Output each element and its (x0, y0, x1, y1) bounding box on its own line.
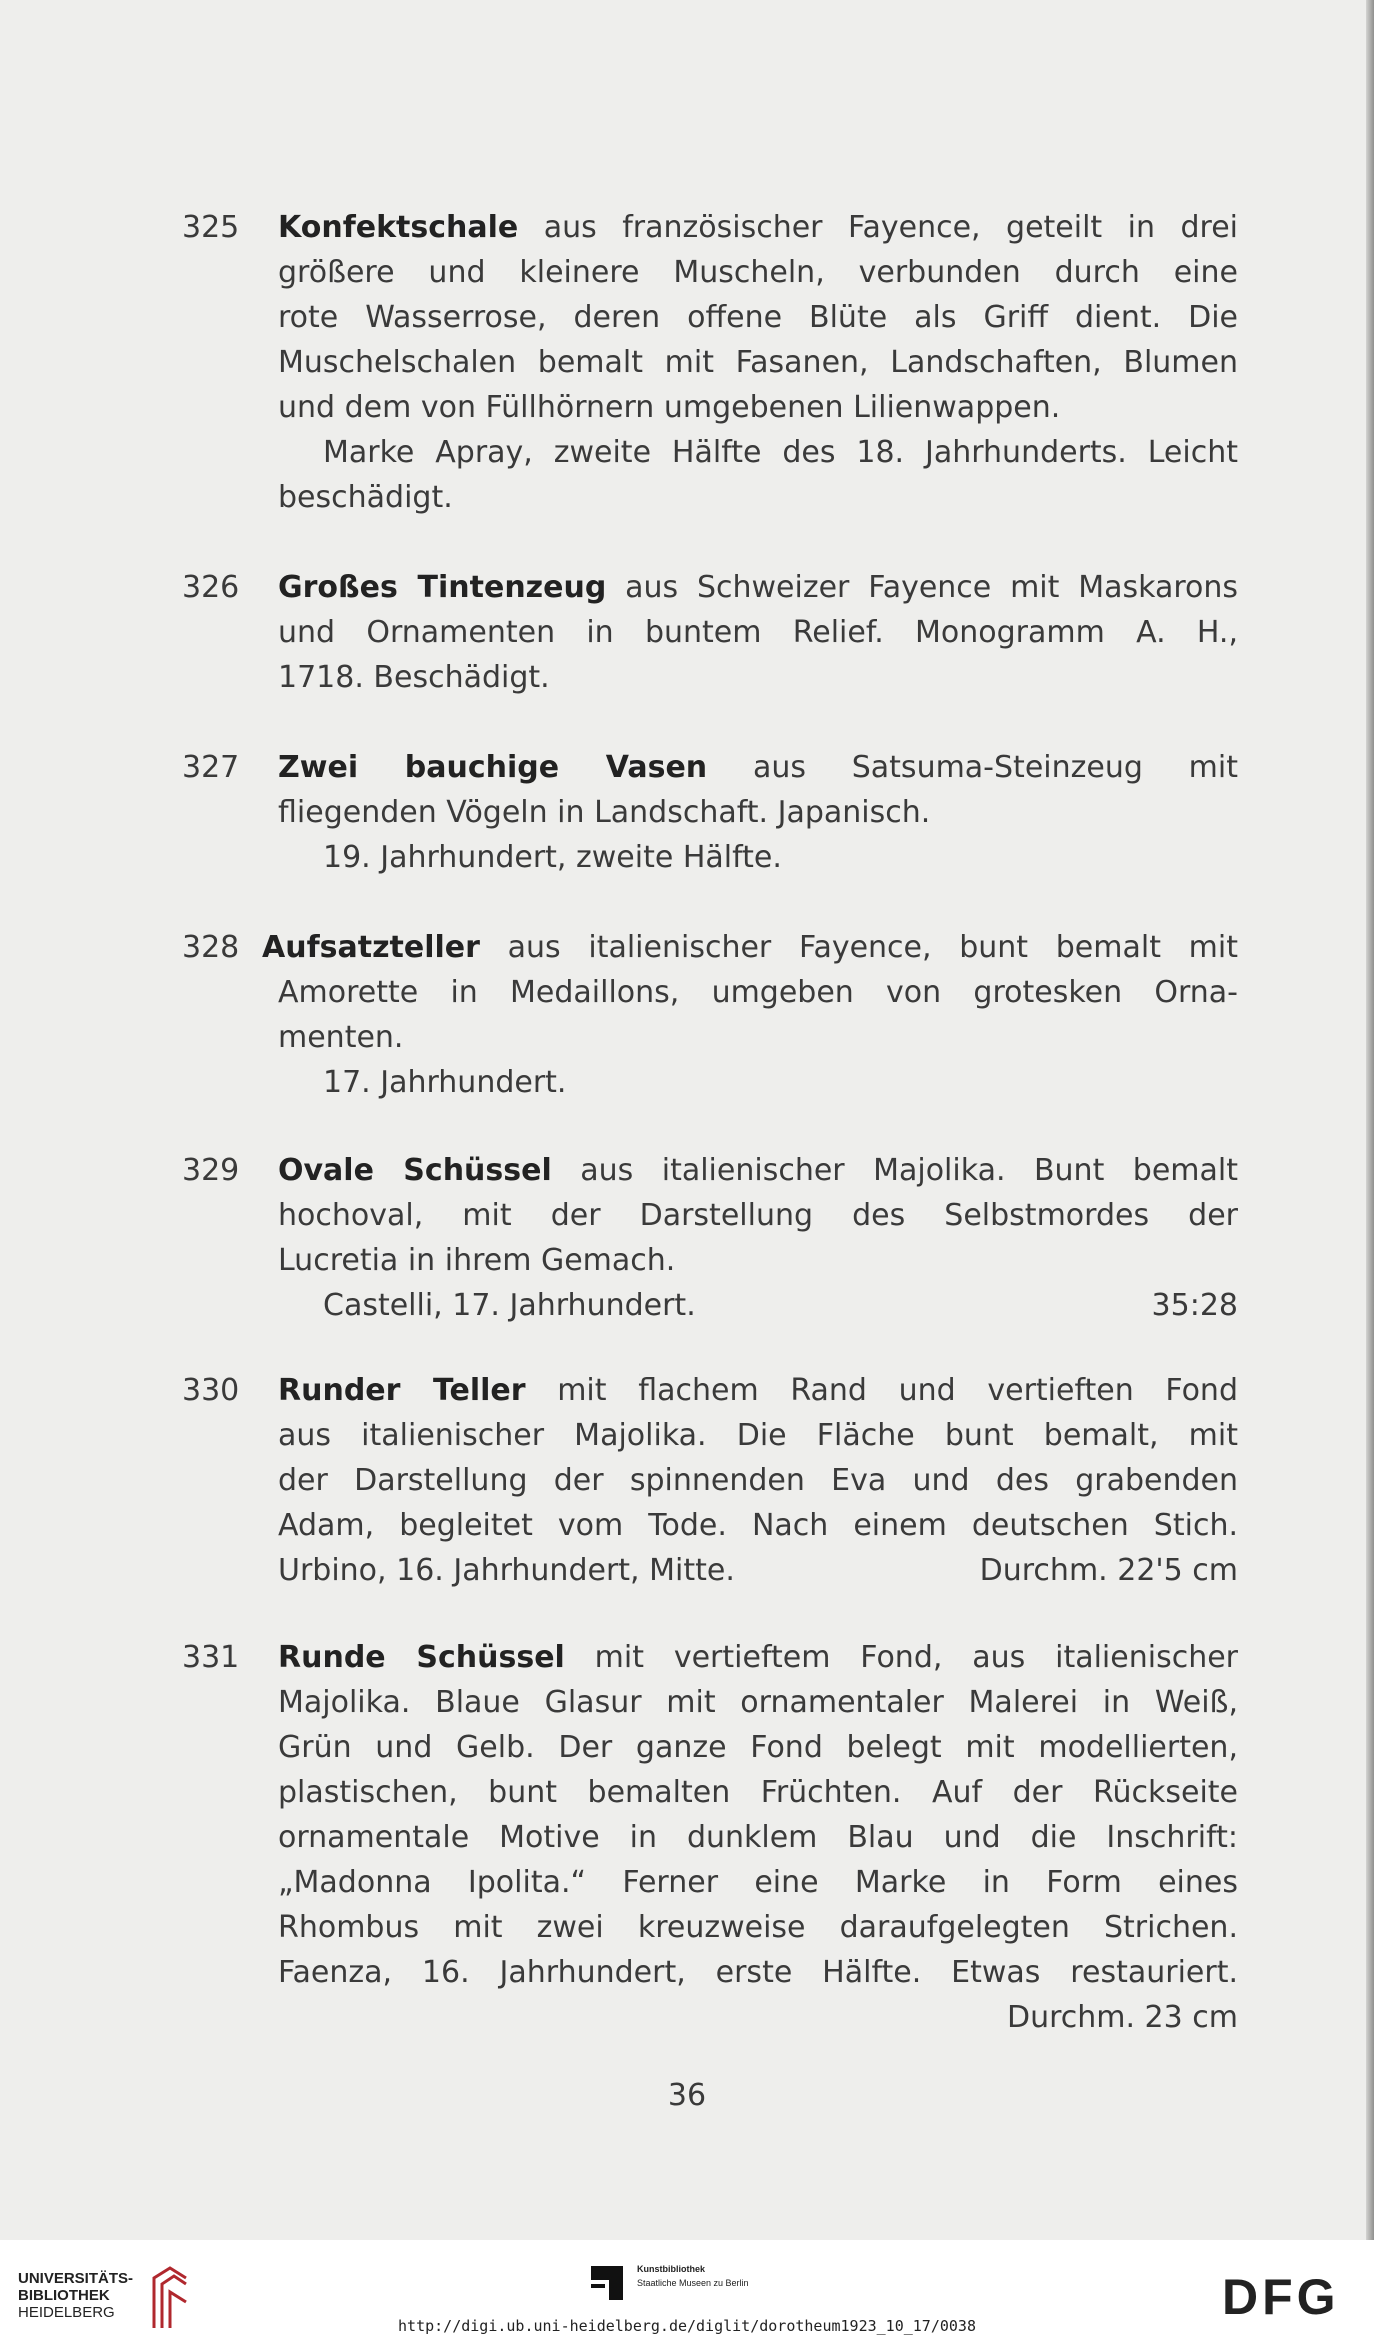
entry-text: aus italienischer Fayence, bunt bemalt mit (479, 930, 1238, 965)
kunstbibliothek-logo-icon (587, 2262, 627, 2302)
entry-text-line: ornamentale Motive in dunklem Blau und die Inschrift: (278, 1820, 1238, 1855)
entry-text-line: Grün und Gelb. Der ganze Fond belegt mit modellierten, (278, 1730, 1238, 1765)
entry-note: 19. Jahrhundert, zweite Hälfte. (323, 840, 782, 875)
entry-title: Aufsatzteller (262, 930, 480, 965)
entry-title: Runde Schüssel (278, 1640, 565, 1675)
entry-text-line: und dem von Füllhörnern umgebenen Lilienwappen. (278, 390, 1061, 425)
entry-text-line: aus italienischer Majolika. Die Fläche bunt bemalt, mit (278, 1418, 1238, 1453)
entry-first-line (278, 1368, 1238, 1413)
entry-title: Konfektschale (278, 210, 519, 245)
entry-number: 330 (182, 1373, 240, 1408)
entry-title: Ovale Schüssel (278, 1153, 552, 1188)
logo-line: UNIVERSITÄTS- (18, 2270, 134, 2287)
kb-line: Staatliche Museen zu Berlin (637, 2278, 749, 2288)
entry-text: mit vertieftem Fond, aus italienischer (564, 1640, 1238, 1675)
entry-text: aus Schweizer Fayence mit Maskarons (606, 570, 1239, 605)
entry-text: aus italienischer Majolika. Bunt bemalt (551, 1153, 1239, 1188)
entry-first-line (278, 565, 1238, 610)
entry-measure: Durchm. 23 cm (1006, 2000, 1238, 2035)
entry-origin: Urbino, 16. Jahrhundert, Mitte. (278, 1553, 735, 1588)
entry-text-line: hochoval, mit der Darstellung des Selbstmordes der (278, 1198, 1238, 1233)
dfg-logo[interactable]: DFG (1222, 2269, 1340, 2325)
entry-note-continued: beschädigt. (278, 480, 453, 515)
entry-text-line: und Ornamenten in buntem Relief. Monogramm A. H., (278, 615, 1238, 650)
entry-text-line: menten. (278, 1020, 404, 1055)
entry-note: 17. Jahrhundert. (323, 1065, 567, 1100)
entry-first-line (262, 925, 1238, 970)
entry-text-line: Amorette in Medaillons, umgeben von grotesken Orna- (278, 975, 1238, 1010)
page-edge-shadow (1366, 0, 1374, 2240)
entry-first-line (278, 1635, 1238, 1680)
logo-line: HEIDELBERG (18, 2304, 115, 2321)
entry-text-line: Adam, begleitet vom Tode. Nach einem deutschen Stich. (278, 1508, 1238, 1543)
entry-note-row (323, 1283, 1238, 1328)
entry-measure: Durchm. 22'5 cm (979, 1553, 1238, 1588)
entry-text-line: Muschelschalen bemalt mit Fasanen, Landschaften, Blumen (278, 345, 1238, 380)
logo-line: BIBLIOTHEK (18, 2287, 110, 2304)
entry-note: Castelli, 17. Jahrhundert. (323, 1288, 696, 1323)
entry-title: Zwei bauchige Vasen (278, 750, 708, 785)
entry-first-line (278, 1148, 1238, 1193)
entry-text: mit flachem Rand und vertieften Fond (525, 1373, 1238, 1408)
entry-measure: 35:28 (1151, 1288, 1238, 1323)
entry-text-line: Faenza, 16. Jahrhundert, erste Hälfte. Etwas restauriert. (278, 1955, 1238, 1990)
entry-text: aus Satsuma-Steinzeug mit (707, 750, 1238, 785)
entry-text: aus französischer Fayence, geteilt in drei (518, 210, 1238, 245)
entry-text-line: plastischen, bunt bemalten Früchten. Auf der Rückseite (278, 1775, 1238, 1810)
university-library-logo[interactable] (18, 2270, 133, 2321)
entry-number: 329 (182, 1153, 240, 1188)
source-url[interactable]: http://digi.ub.uni-heidelberg.de/diglit/dorotheum1923_10_17/0038 (398, 2317, 976, 2335)
entry-title: Großes Tintenzeug (278, 570, 607, 605)
entry-text-line: größere und kleinere Muscheln, verbunden durch eine (278, 255, 1238, 290)
entry-text-line: fliegenden Vögeln in Landschaft. Japanisch. (278, 795, 931, 830)
entry-number: 326 (182, 570, 240, 605)
entry-number: 328 (182, 930, 240, 965)
entry-text-line: „Madonna Ipolita.“ Ferner eine Marke in Form eines (278, 1865, 1238, 1900)
entry-text-line: Rhombus mit zwei kreuzweise daraufgelegten Strichen. (278, 1910, 1238, 1945)
page-number: 36 (667, 2078, 707, 2113)
entry-text-line: Lucretia in ihrem Gemach. (278, 1243, 676, 1278)
entry-title: Runder Teller (278, 1373, 526, 1408)
entry-first-line (278, 205, 1238, 250)
entry-note-row (278, 1548, 1238, 1593)
entry-note: Marke Apray, zweite Hälfte des 18. Jahrhunderts. Leicht (323, 435, 1238, 470)
entry-number: 325 (182, 210, 240, 245)
entry-number: 327 (182, 750, 240, 785)
entry-text-line: Majolika. Blaue Glasur mit ornamentaler Malerei in Weiß, (278, 1685, 1238, 1720)
entry-text-line: rote Wasserrose, deren offene Blüte als Griff dient. Die (278, 300, 1238, 335)
kunstbibliothek-label (637, 2262, 749, 2290)
entry-text-line: 1718. Beschädigt. (278, 660, 550, 695)
kb-line: Kunstbibliothek (637, 2264, 705, 2274)
entry-text-line: der Darstellung der spinnenden Eva und des grabenden (278, 1463, 1238, 1498)
entry-first-line (278, 745, 1238, 790)
entry-number: 331 (182, 1640, 240, 1675)
